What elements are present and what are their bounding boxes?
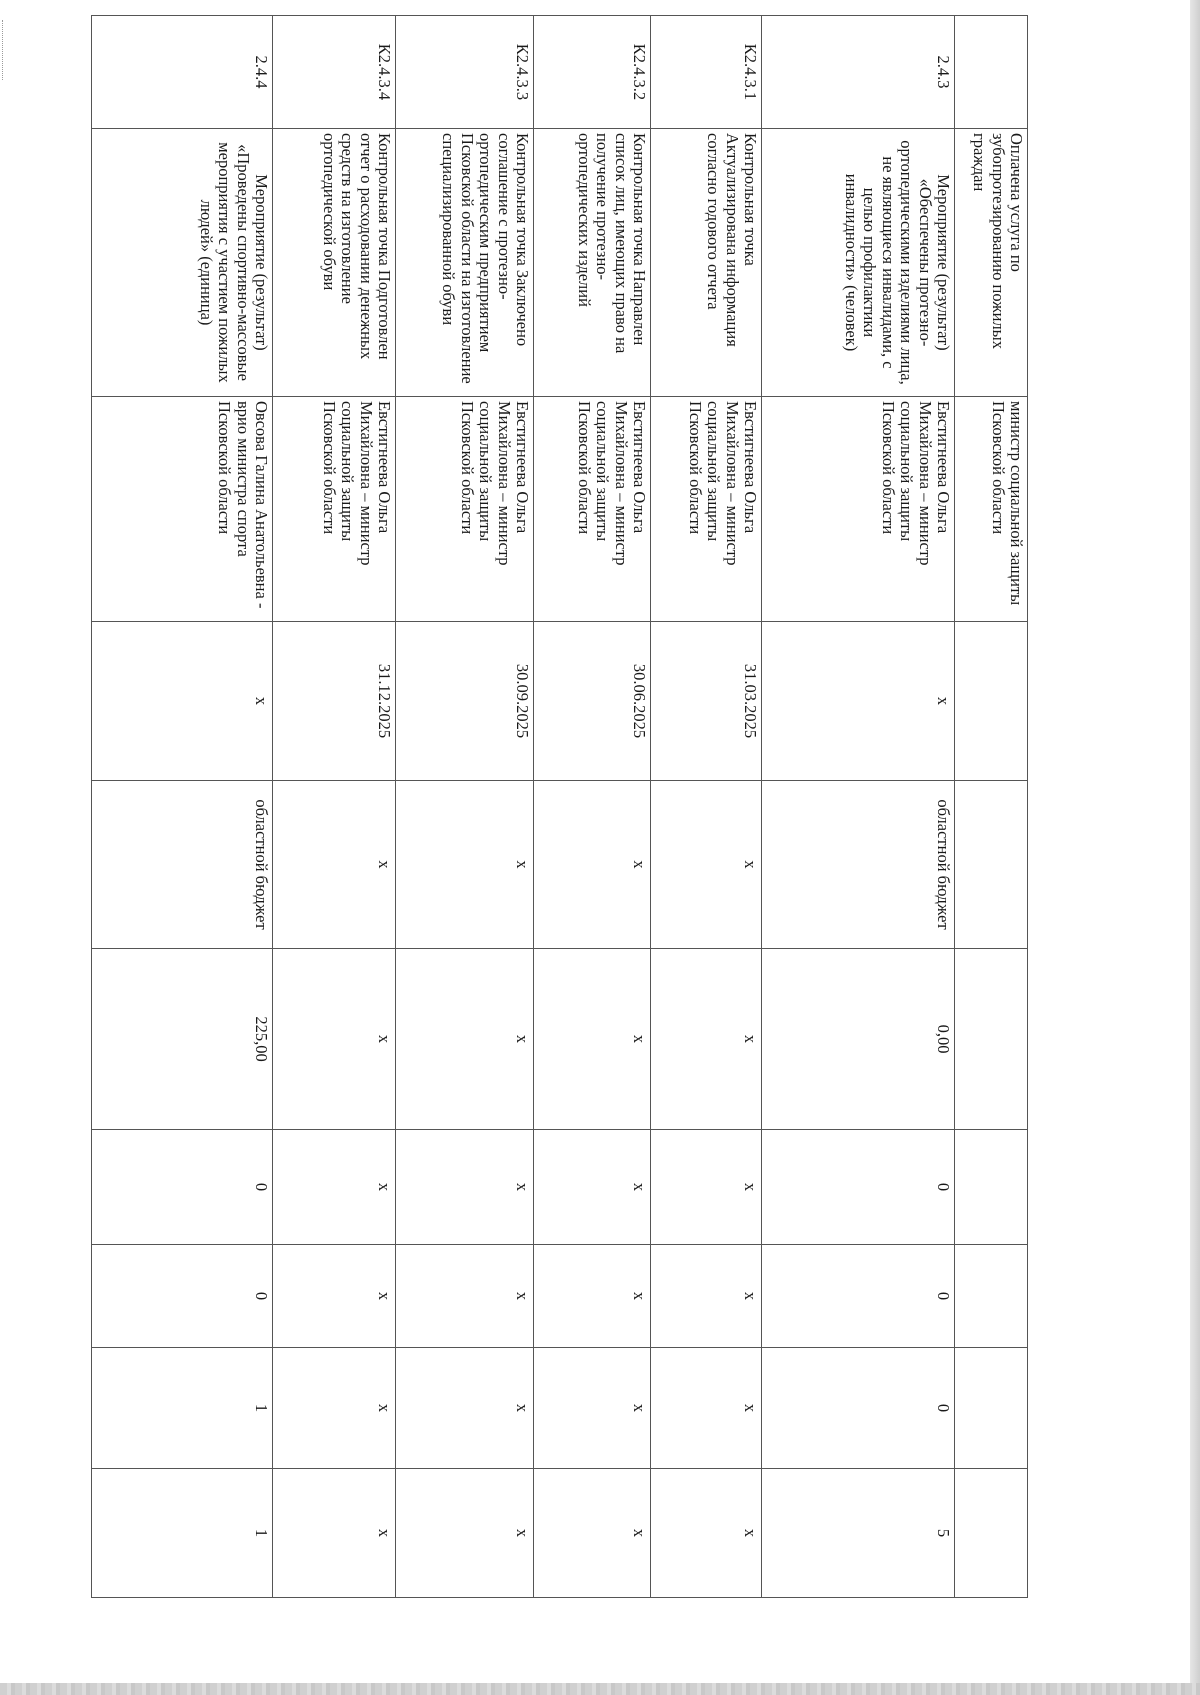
row-value-1: x — [534, 1130, 651, 1245]
row-value-1: x — [651, 1130, 762, 1245]
row-responsible: Евстигнеева Ольга Михайловна – министр социальной защиты Псковской области — [273, 397, 396, 622]
row-amount: 225,00 — [92, 949, 273, 1130]
row-source: x — [396, 781, 534, 949]
row-source: x — [534, 781, 651, 949]
row-number: 2.4.3 — [762, 16, 955, 129]
table-row — [273, 16, 396, 1598]
row-number: К2.4.3.4 — [273, 16, 396, 129]
row-value-4: 5 — [762, 1469, 955, 1598]
row-value-2: x — [396, 1245, 534, 1348]
row-amount: x — [651, 949, 762, 1130]
table-row — [396, 16, 534, 1598]
row-value-3: 0 — [762, 1348, 955, 1469]
table-row — [955, 16, 1028, 1598]
row-value-1: x — [273, 1130, 396, 1245]
row-value-3: x — [651, 1348, 762, 1469]
row-value-2: 0 — [92, 1245, 273, 1348]
row-value-4: x — [396, 1469, 534, 1598]
row-value-1: 0 — [762, 1130, 955, 1245]
row-number: 2.4.4 — [92, 16, 273, 129]
table-row — [762, 16, 955, 1598]
scan-margin-marks — [2, 20, 10, 80]
row-source: областной бюджет — [762, 781, 955, 949]
row-name: Мероприятие (результат) «Проведены спортивно-массовые мероприятия с участием пожилых людей» (единица) — [92, 129, 273, 397]
row-number — [955, 16, 1028, 129]
row-amount: x — [273, 949, 396, 1130]
row-name: Мероприятие (результат) «Обеспечены протезно-ортопедическими изделиями лица, не являющиеся инвалидами, с целью профилактики инвалидности» (человек) — [762, 129, 955, 397]
row-amount — [955, 949, 1028, 1130]
row-value-2: x — [534, 1245, 651, 1348]
row-value-1: x — [396, 1130, 534, 1245]
row-value-3: 1 — [92, 1348, 273, 1469]
row-name: Оплачена услуга по зубопротезированию пожилых граждан — [955, 129, 1028, 397]
row-source: x — [273, 781, 396, 949]
row-responsible: Евстигнеева Ольга Михайловна – министр социальной защиты Псковской области — [651, 397, 762, 622]
row-date: 30.09.2025 — [396, 622, 534, 781]
row-date: 31.03.2025 — [651, 622, 762, 781]
row-value-1: 0 — [92, 1130, 273, 1245]
row-value-1 — [955, 1130, 1028, 1245]
row-name: Контрольная точка Заключено соглашение с протезно-ортопедическим предприятием Псковской области на изготовление специализированной обуви — [396, 129, 534, 397]
row-amount: x — [534, 949, 651, 1130]
row-date: 30.06.2025 — [534, 622, 651, 781]
row-date: x — [762, 622, 955, 781]
row-amount: x — [396, 949, 534, 1130]
row-value-4: x — [534, 1469, 651, 1598]
row-value-2: x — [273, 1245, 396, 1348]
row-number: К2.4.3.2 — [534, 16, 651, 129]
row-responsible: Овсова Галина Анатольевна - врио министра спорта Псковской области — [92, 397, 273, 622]
row-value-3 — [955, 1348, 1028, 1469]
row-responsible: Евстигнеева Ольга Михайловна – министр социальной защиты Псковской области — [762, 397, 955, 622]
row-name: Контрольная точка Актуализирована информация согласно годового отчета — [651, 129, 762, 397]
row-source: областной бюджет — [92, 781, 273, 949]
row-value-4: x — [651, 1469, 762, 1598]
row-number: К2.4.3.1 — [651, 16, 762, 129]
row-value-2: 0 — [762, 1245, 955, 1348]
row-date: 31.12.2025 — [273, 622, 396, 781]
row-value-4: x — [273, 1469, 396, 1598]
row-amount: 0,00 — [762, 949, 955, 1130]
table-row — [534, 16, 651, 1598]
rotated-page — [92, 15, 1028, 1597]
row-value-2: x — [651, 1245, 762, 1348]
row-name: Контрольная точка Подготовлен отчет о расходовании денежных средств на изготовление ортопедической обуви — [273, 129, 396, 397]
scan-edge-right — [1190, 0, 1200, 1695]
row-source — [955, 781, 1028, 949]
row-value-3: x — [273, 1348, 396, 1469]
row-value-3: x — [396, 1348, 534, 1469]
row-value-4: 1 — [92, 1469, 273, 1598]
row-date — [955, 622, 1028, 781]
row-responsible: Евстигнеева Ольга Михайловна – министр социальной защиты Псковской области — [534, 397, 651, 622]
plan-table — [91, 15, 1028, 1598]
row-responsible: Евстигнеева Ольга Михайловна – министр социальной защиты Псковской области — [396, 397, 534, 622]
row-responsible: министр социальной защиты Псковской области — [955, 397, 1028, 622]
row-date: x — [92, 622, 273, 781]
row-value-3: x — [534, 1348, 651, 1469]
table-row — [651, 16, 762, 1598]
scan-edge-bottom — [0, 1683, 1200, 1695]
row-source: x — [651, 781, 762, 949]
row-number: К2.4.3.3 — [396, 16, 534, 129]
row-value-2 — [955, 1245, 1028, 1348]
row-value-4 — [955, 1469, 1028, 1598]
row-name: Контрольная точка Направлен список лиц, имеющих право на получение протезно-ортопедических изделий — [534, 129, 651, 397]
table-row — [92, 16, 273, 1598]
